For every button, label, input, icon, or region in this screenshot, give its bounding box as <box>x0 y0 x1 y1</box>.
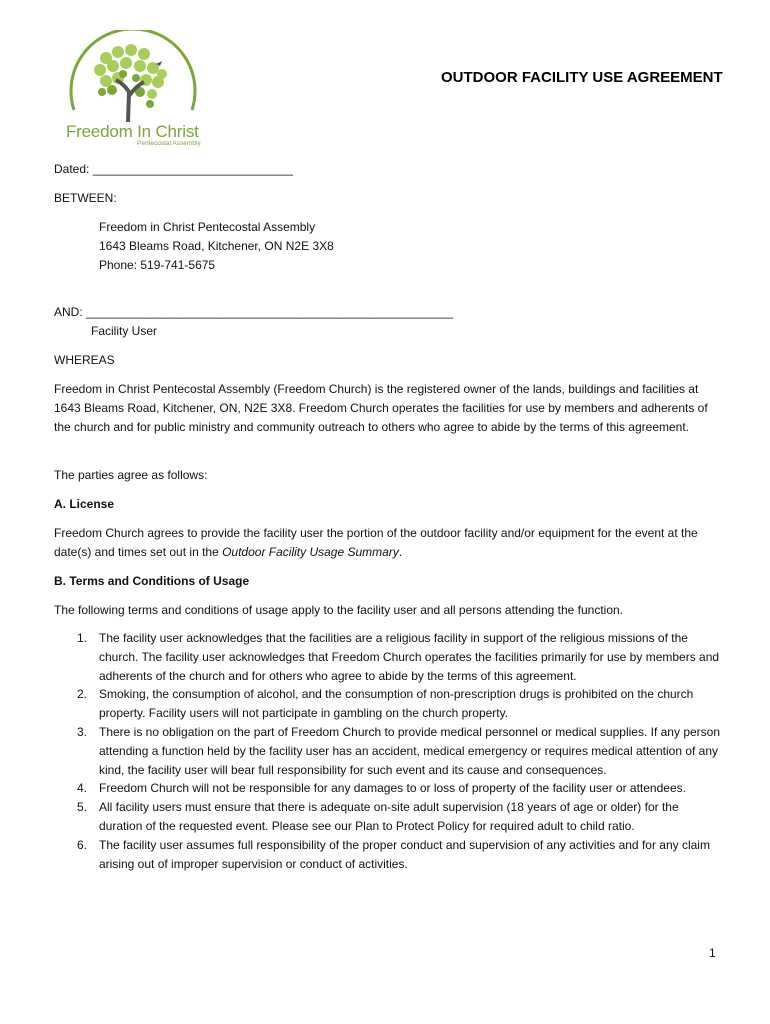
list-item <box>54 836 722 874</box>
list-item <box>54 798 722 836</box>
church-logo <box>58 30 203 152</box>
list-item <box>54 723 722 779</box>
and-facility-user-field[interactable]: AND: _______________________________________________________ <box>54 305 454 319</box>
list-item-text: The facility user acknowledges that the facilities are a religious facility in support of the religious missions of the church. The facility user acknowledges that Freedom Church operates the facilities primarily for use by members and adherents of the church and for others who agree to abide by the terms of this agreement. <box>99 631 720 683</box>
church-name: Freedom in Christ Pentecostal Assembly <box>99 220 316 234</box>
section-b-intro: The following terms and conditions of usage apply to the facility user and all persons attending the function. <box>54 603 624 617</box>
list-item-number: 6. <box>77 837 88 852</box>
list-item-number: 1. <box>77 631 88 645</box>
section-a-paragraph <box>54 524 722 562</box>
dated-field[interactable]: Dated: ______________________________ <box>54 162 293 176</box>
list-item-text: The facility user assumes full responsibility of the proper conduct and supervision of any activities and for any claim arising out of improper supervision or conduct of activities. <box>99 837 710 871</box>
section-a-heading: A. License <box>54 497 115 511</box>
church-phone: Phone: 519-741-5675 <box>99 258 216 272</box>
whereas-paragraph: Freedom in Christ Pentecostal Assembly (Freedom Church) is the registered owner of the lands, buildings and facilities at 1643 Bleams Road, Kitchener, ON, N2E 3X8. Freedom Church operates the facilities for use by members and adherents of the church and for public ministry and community outreach to others who agree to abide by the terms of this agreement. <box>54 382 708 434</box>
list-item-text: Freedom Church will not be responsible for any damages to or loss of property of the facility user or attendees. <box>99 781 686 796</box>
list-item-number: 4. <box>77 781 88 796</box>
facility-user-label: Facility User <box>91 324 158 338</box>
list-item <box>54 779 722 798</box>
list-item-text: All facility users must ensure that there is adequate on-site adult supervision (18 years of age or older) for the duration of the requested event. Please see our Plan to Protect Policy for required adult to child ratio. <box>99 800 679 833</box>
terms-list <box>54 629 722 873</box>
list-item-number: 3. <box>77 724 88 739</box>
list-item-number: 2. <box>77 687 88 702</box>
list-item <box>54 685 722 723</box>
list-item <box>54 629 722 685</box>
page-number: 1 <box>709 946 716 960</box>
church-address: 1643 Bleams Road, Kitchener, ON N2E 3X8 <box>99 239 334 253</box>
between-label: BETWEEN: <box>54 191 117 205</box>
logo-name: Freedom In Christ <box>66 122 199 141</box>
list-item-number: 5. <box>77 800 88 815</box>
parties-statement: The parties agree as follows: <box>54 468 208 482</box>
tree-logo-icon <box>58 30 203 130</box>
document-title: OUTDOOR FACILITY USE AGREEMENT <box>441 69 723 86</box>
logo-subtitle: Pentecostal Assembly <box>137 140 201 147</box>
list-item-text: There is no obligation on the part of Freedom Church to provide medical personnel or medical supplies. If any person attending a function held by the facility user has an accident, medical emergency or requires medical attention of any kind, the facility user will bear full responsibility for such event and its cause and consequences. <box>99 724 721 777</box>
section-a-text-end: . <box>398 544 403 559</box>
usage-summary-reference: Outdoor Facility Usage Summary <box>222 544 399 559</box>
section-b-heading: B. Terms and Conditions of Usage <box>54 574 250 588</box>
section-a-text: Freedom Church agrees to provide the facility user the portion of the outdoor facility and/or equipment for the event at the date(s) and times set out in the <box>54 526 698 559</box>
whereas-label: WHEREAS <box>54 353 115 367</box>
list-item-text: Smoking, the consumption of alcohol, and the consumption of non-prescription drugs is prohibited on the church property. Facility users will not participate in gambling on the church property. <box>99 687 694 721</box>
